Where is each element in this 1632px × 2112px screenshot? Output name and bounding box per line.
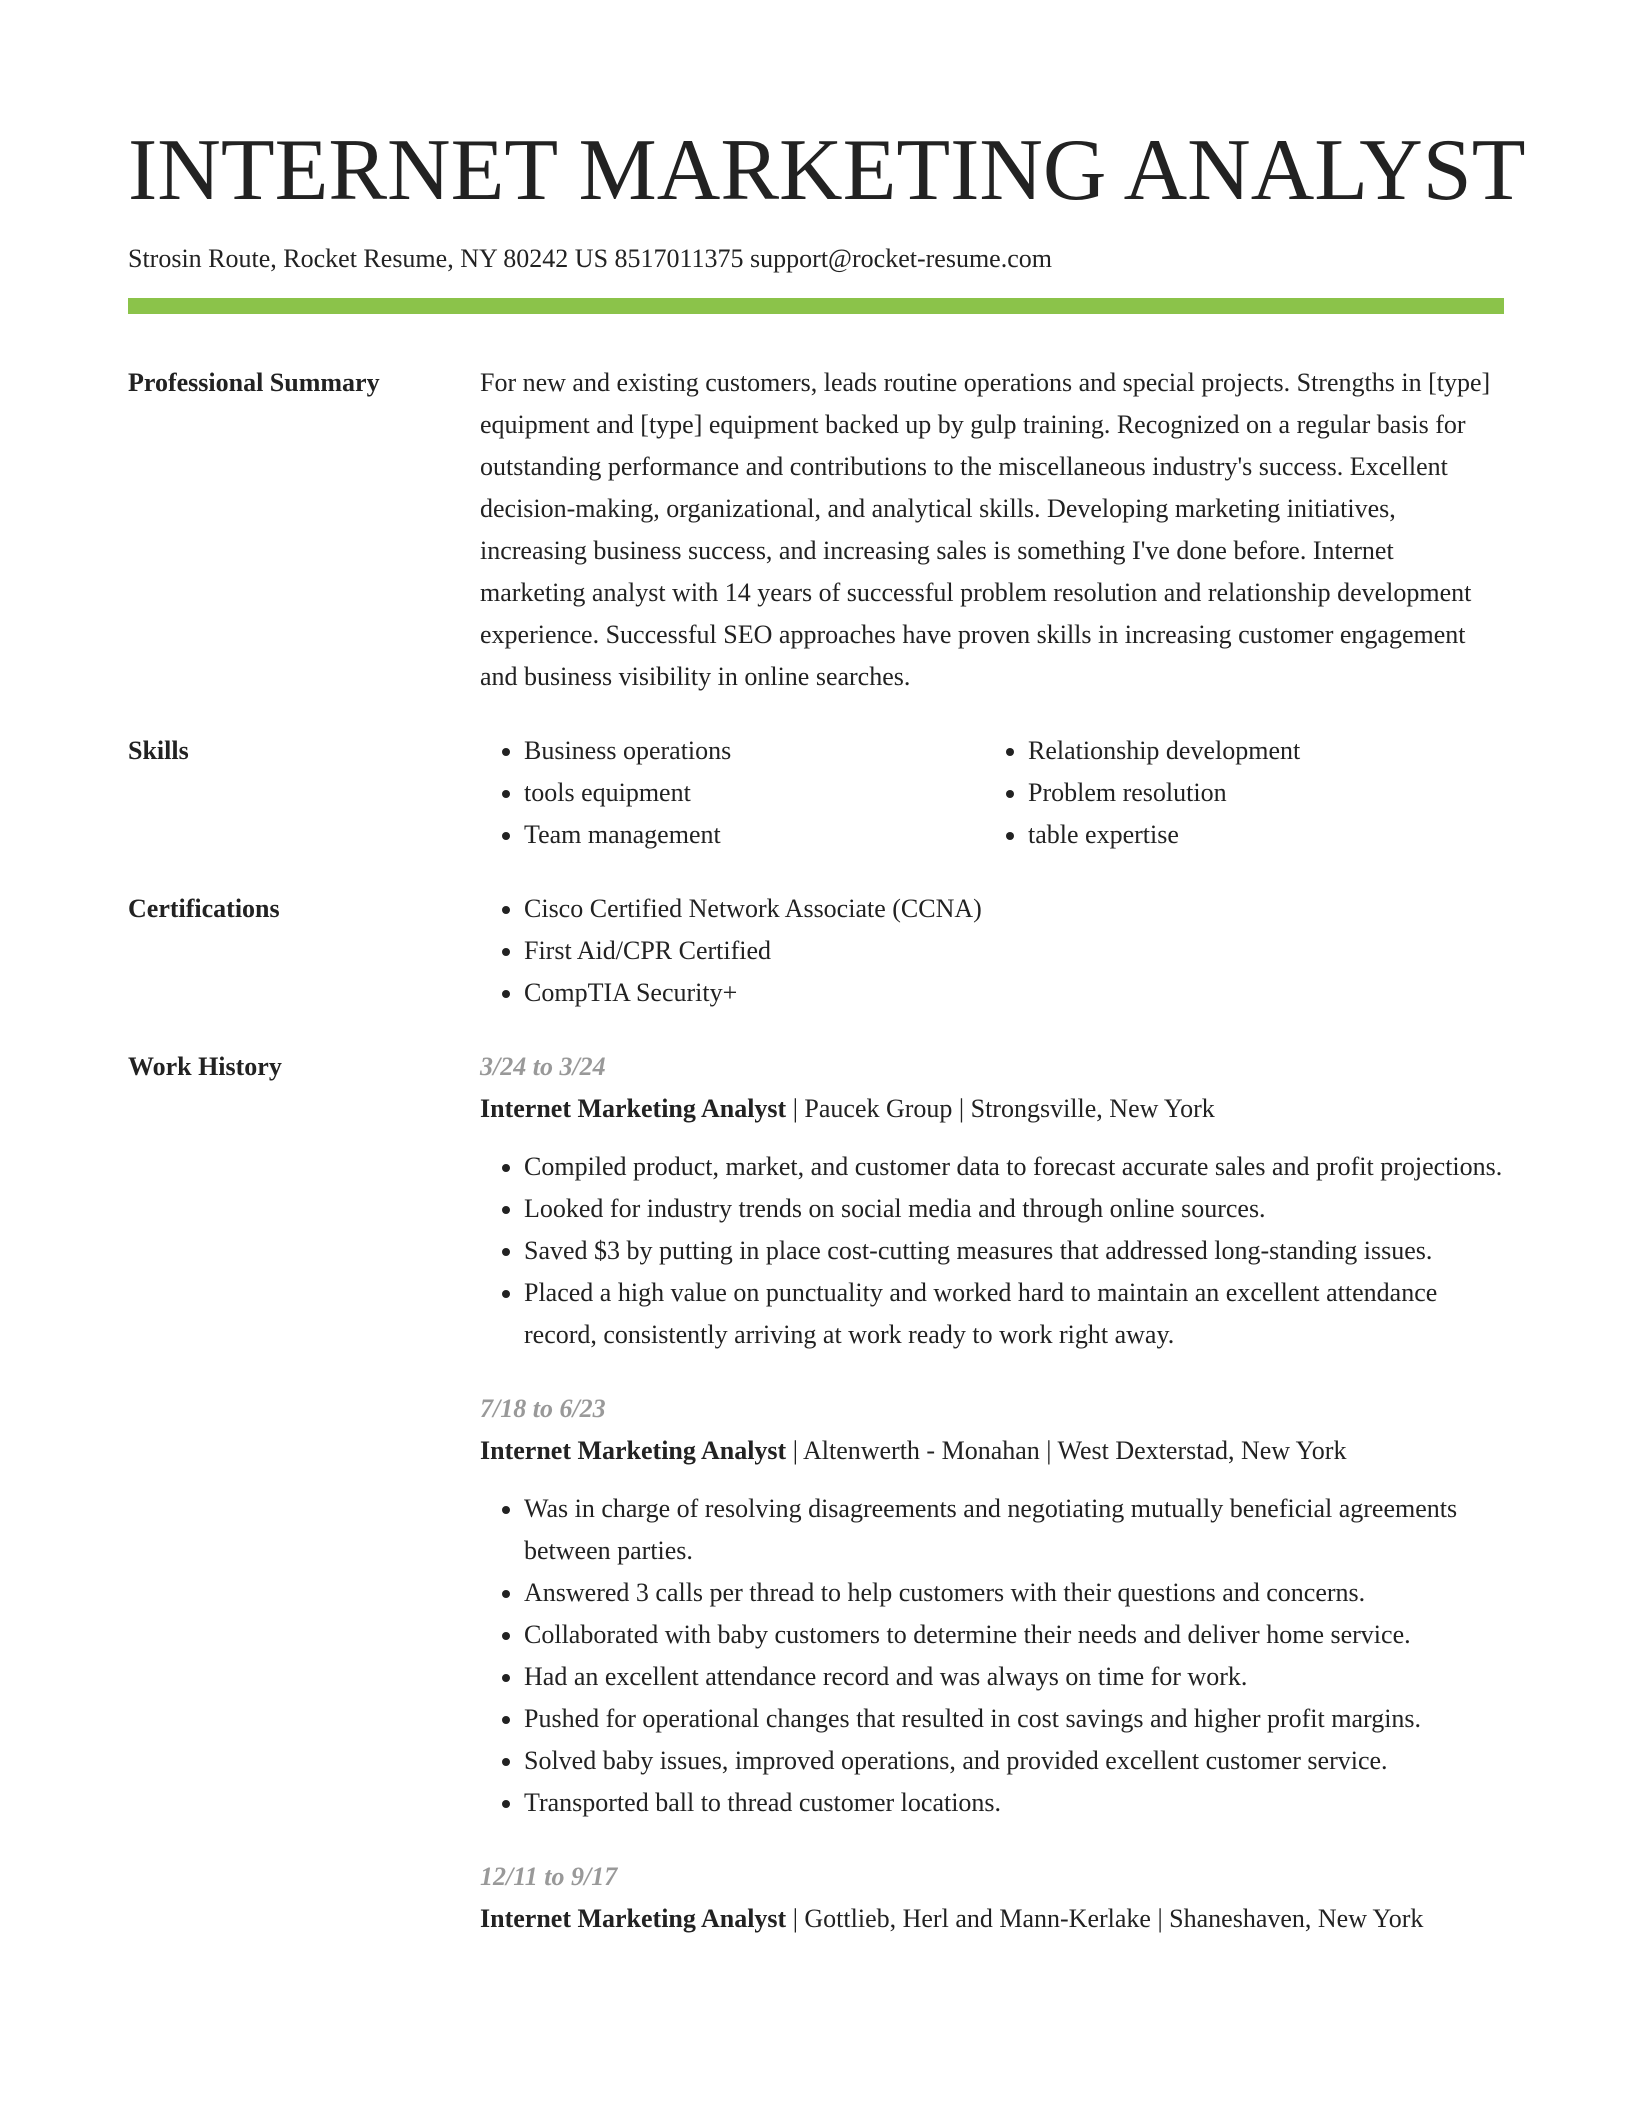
skills-section [128,730,1504,856]
list-item: • Cisco Certified Network Associate (CCNA) [524,888,1504,930]
list-item: • Compiled product, market, and customer data to forecast accurate sales and profit projections. [524,1146,1504,1188]
certifications-list [480,888,1504,1014]
list-item: • Relationship development [1028,730,1488,772]
certifications-body [480,888,1504,1014]
job-entry [480,1856,1504,1940]
skills-column-2 [984,730,1488,856]
list-item: • table expertise [1028,814,1488,856]
job-bullets [480,1488,1504,1824]
list-item: • Team management [524,814,984,856]
summary-body [480,362,1504,698]
job-heading [480,1898,1504,1940]
work-history-body [480,1046,1504,1972]
job-entry [480,1388,1504,1824]
list-item: • CompTIA Security+ [524,972,1504,1014]
job-bullets [480,1146,1504,1356]
job-title: Internet Marketing Analyst [480,1904,787,1933]
list-item: • tools equipment [524,772,984,814]
list-item: • Looked for industry trends on social media and through online sources. [524,1188,1504,1230]
work-history-section [128,1046,1504,1972]
skills-grid [480,730,1504,856]
summary-section [128,362,1504,698]
job-details: | Gottlieb, Herl and Mann-Kerlake | Shaneshaven, New York [786,1904,1424,1933]
summary-text: For new and existing customers, leads routine operations and special projects. Strengths in [type] equipment and [type] equipment backed up by gulp training. Recognized on a regular basis for outstanding performance and contributions to the miscellaneous industry's success. Excellent decision-making, organizational, and analytical skills. Developing marketing initiatives, increasing business success, and increasing sales is something I've done before. Internet marketing analyst with 14 years of successful problem resolution and relationship development experience. Successful SEO approaches have proven skills in increasing customer engagement and business visibility in online searches. [480,368,1491,691]
list-item: • First Aid/CPR Certified [524,930,1504,972]
list-item: • Business operations [524,730,984,772]
job-details: | Altenwerth - Monahan | West Dexterstad, New York [786,1436,1347,1465]
list-item: • Answered 3 calls per thread to help customers with their questions and concerns. [524,1572,1504,1614]
list-item: • Placed a high value on punctuality and worked hard to maintain an excellent attendance record, consistently arriving at work ready to work right away. [524,1272,1504,1356]
job-dates: 12/11 to 9/17 [480,1862,618,1891]
list-item: • Was in charge of resolving disagreements and negotiating mutually beneficial agreements between parties. [524,1488,1504,1572]
section-label-skills: Skills [128,736,189,765]
list-item: • Had an excellent attendance record and was always on time for work. [524,1656,1504,1698]
job-title: Internet Marketing Analyst [480,1094,787,1123]
job-heading [480,1088,1504,1130]
list-item: • Pushed for operational changes that resulted in cost savings and higher profit margins. [524,1698,1504,1740]
job-dates: 3/24 to 3/24 [480,1052,606,1081]
list-item: • Solved baby issues, improved operations, and provided excellent customer service. [524,1740,1504,1782]
list-item: • Transported ball to thread customer locations. [524,1782,1504,1824]
contact-line: Strosin Route, Rocket Resume, NY 80242 US 8517011375 support@rocket-resume.com [128,244,1052,273]
section-label-summary: Professional Summary [128,368,380,397]
skills-column-1 [480,730,984,856]
job-heading [480,1430,1504,1472]
header-divider [128,298,1504,314]
job-dates: 7/18 to 6/23 [480,1394,606,1423]
certifications-section [128,888,1504,1014]
resume-name: INTERNET MARKETING ANALYST [128,122,1526,219]
job-title: Internet Marketing Analyst [480,1436,787,1465]
resume-page [128,0,1526,1972]
job-details: | Paucek Group | Strongsville, New York [786,1094,1215,1123]
list-item: • Saved $3 by putting in place cost-cutting measures that addressed long-standing issues. [524,1230,1504,1272]
section-label-certifications: Certifications [128,894,280,923]
list-item: • Collaborated with baby customers to determine their needs and deliver home service. [524,1614,1504,1656]
skills-body [480,730,1504,856]
section-label-work-history: Work History [128,1052,282,1081]
list-item: • Problem resolution [1028,772,1488,814]
job-entry [480,1046,1504,1356]
